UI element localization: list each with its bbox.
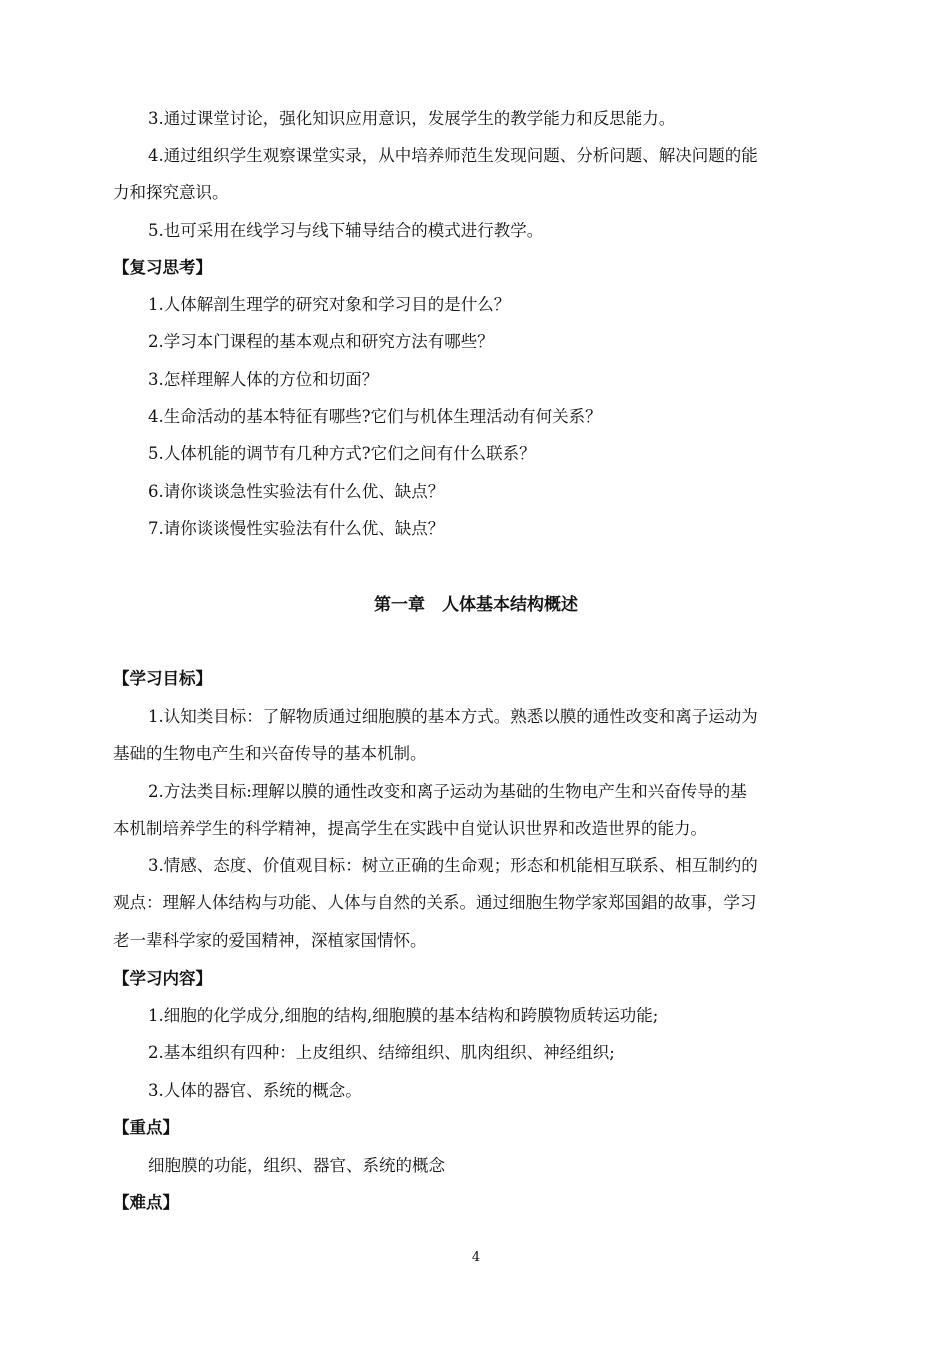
- content-item: 1.细胞的化学成分,细胞的结构,细胞膜的基本结构和跨膜物质转运功能;: [148, 1006, 659, 1025]
- objective-line: 2.方法类目标:理解以膜的通性改变和离子运动为基础的生物电产生和兴奋传导的基: [148, 782, 747, 801]
- review-item: 4.生命活动的基本特征有哪些?它们与机体生理活动有何关系？: [148, 407, 602, 426]
- content-item: 3.人体的器官、系统的概念。: [148, 1081, 362, 1100]
- key-points-heading: 【重点】: [113, 1118, 179, 1137]
- objective-line: 基础的生物电产生和兴奋传导的基本机制。: [113, 744, 427, 763]
- objective-line: 1.认知类目标：了解物质通过细胞膜的基本方式。熟悉以膜的通性改变和离子运动为: [148, 707, 758, 726]
- difficulties-heading: 【难点】: [113, 1193, 179, 1212]
- review-item: 3.怎样理解人体的方位和切面？: [148, 370, 379, 389]
- intro-line: 3.通过课堂讨论，强化知识应用意识，发展学生的教学能力和反思能力。: [148, 109, 676, 128]
- review-item: 5.人体机能的调节有几种方式?它们之间有什么联系？: [148, 444, 536, 463]
- objectives-heading: 【学习目标】: [113, 669, 212, 688]
- objective-line: 老一辈科学家的爱国精神，深植家国情怀。: [113, 931, 427, 950]
- objective-line: 本机制培养学生的科学精神，提高学生在实践中自觉认识世界和改造世界的能力。: [113, 819, 707, 838]
- review-item: 1.人体解剖生理学的研究对象和学习目的是什么？: [148, 295, 511, 314]
- objective-line: 观点：理解人体结构与功能、人体与自然的关系。通过细胞生物学家郑国錩的故事，学习: [113, 893, 757, 912]
- key-points-text: 细胞膜的功能，组织、器官、系统的概念: [148, 1156, 445, 1175]
- review-item: 2.学习本门课程的基本观点和研究方法有哪些？: [148, 332, 494, 351]
- review-heading: 【复习思考】: [113, 258, 212, 277]
- review-item: 6.请你谈谈急性实验法有什么优、缺点？: [148, 482, 445, 501]
- content-heading: 【学习内容】: [113, 969, 212, 988]
- intro-line: 5.也可采用在线学习与线下辅导结合的模式进行教学。: [148, 221, 544, 240]
- intro-line: 4.通过组织学生观察课堂实录，从中培养师范生发现问题、分析问题、解决问题的能: [148, 146, 758, 165]
- review-item: 7.请你谈谈慢性实验法有什么优、缺点？: [148, 519, 445, 538]
- chapter-title: 第一章 人体基本结构概述: [374, 595, 578, 615]
- intro-line: 力和探究意识。: [113, 183, 229, 202]
- page-number: 4: [471, 1250, 481, 1265]
- content-item: 2.基本组织有四种：上皮组织、结缔组织、肌肉组织、神经组织;: [148, 1043, 615, 1062]
- objective-line: 3.情感、态度、价值观目标：树立正确的生命观；形态和机能相互联系、相互制约的: [148, 856, 758, 875]
